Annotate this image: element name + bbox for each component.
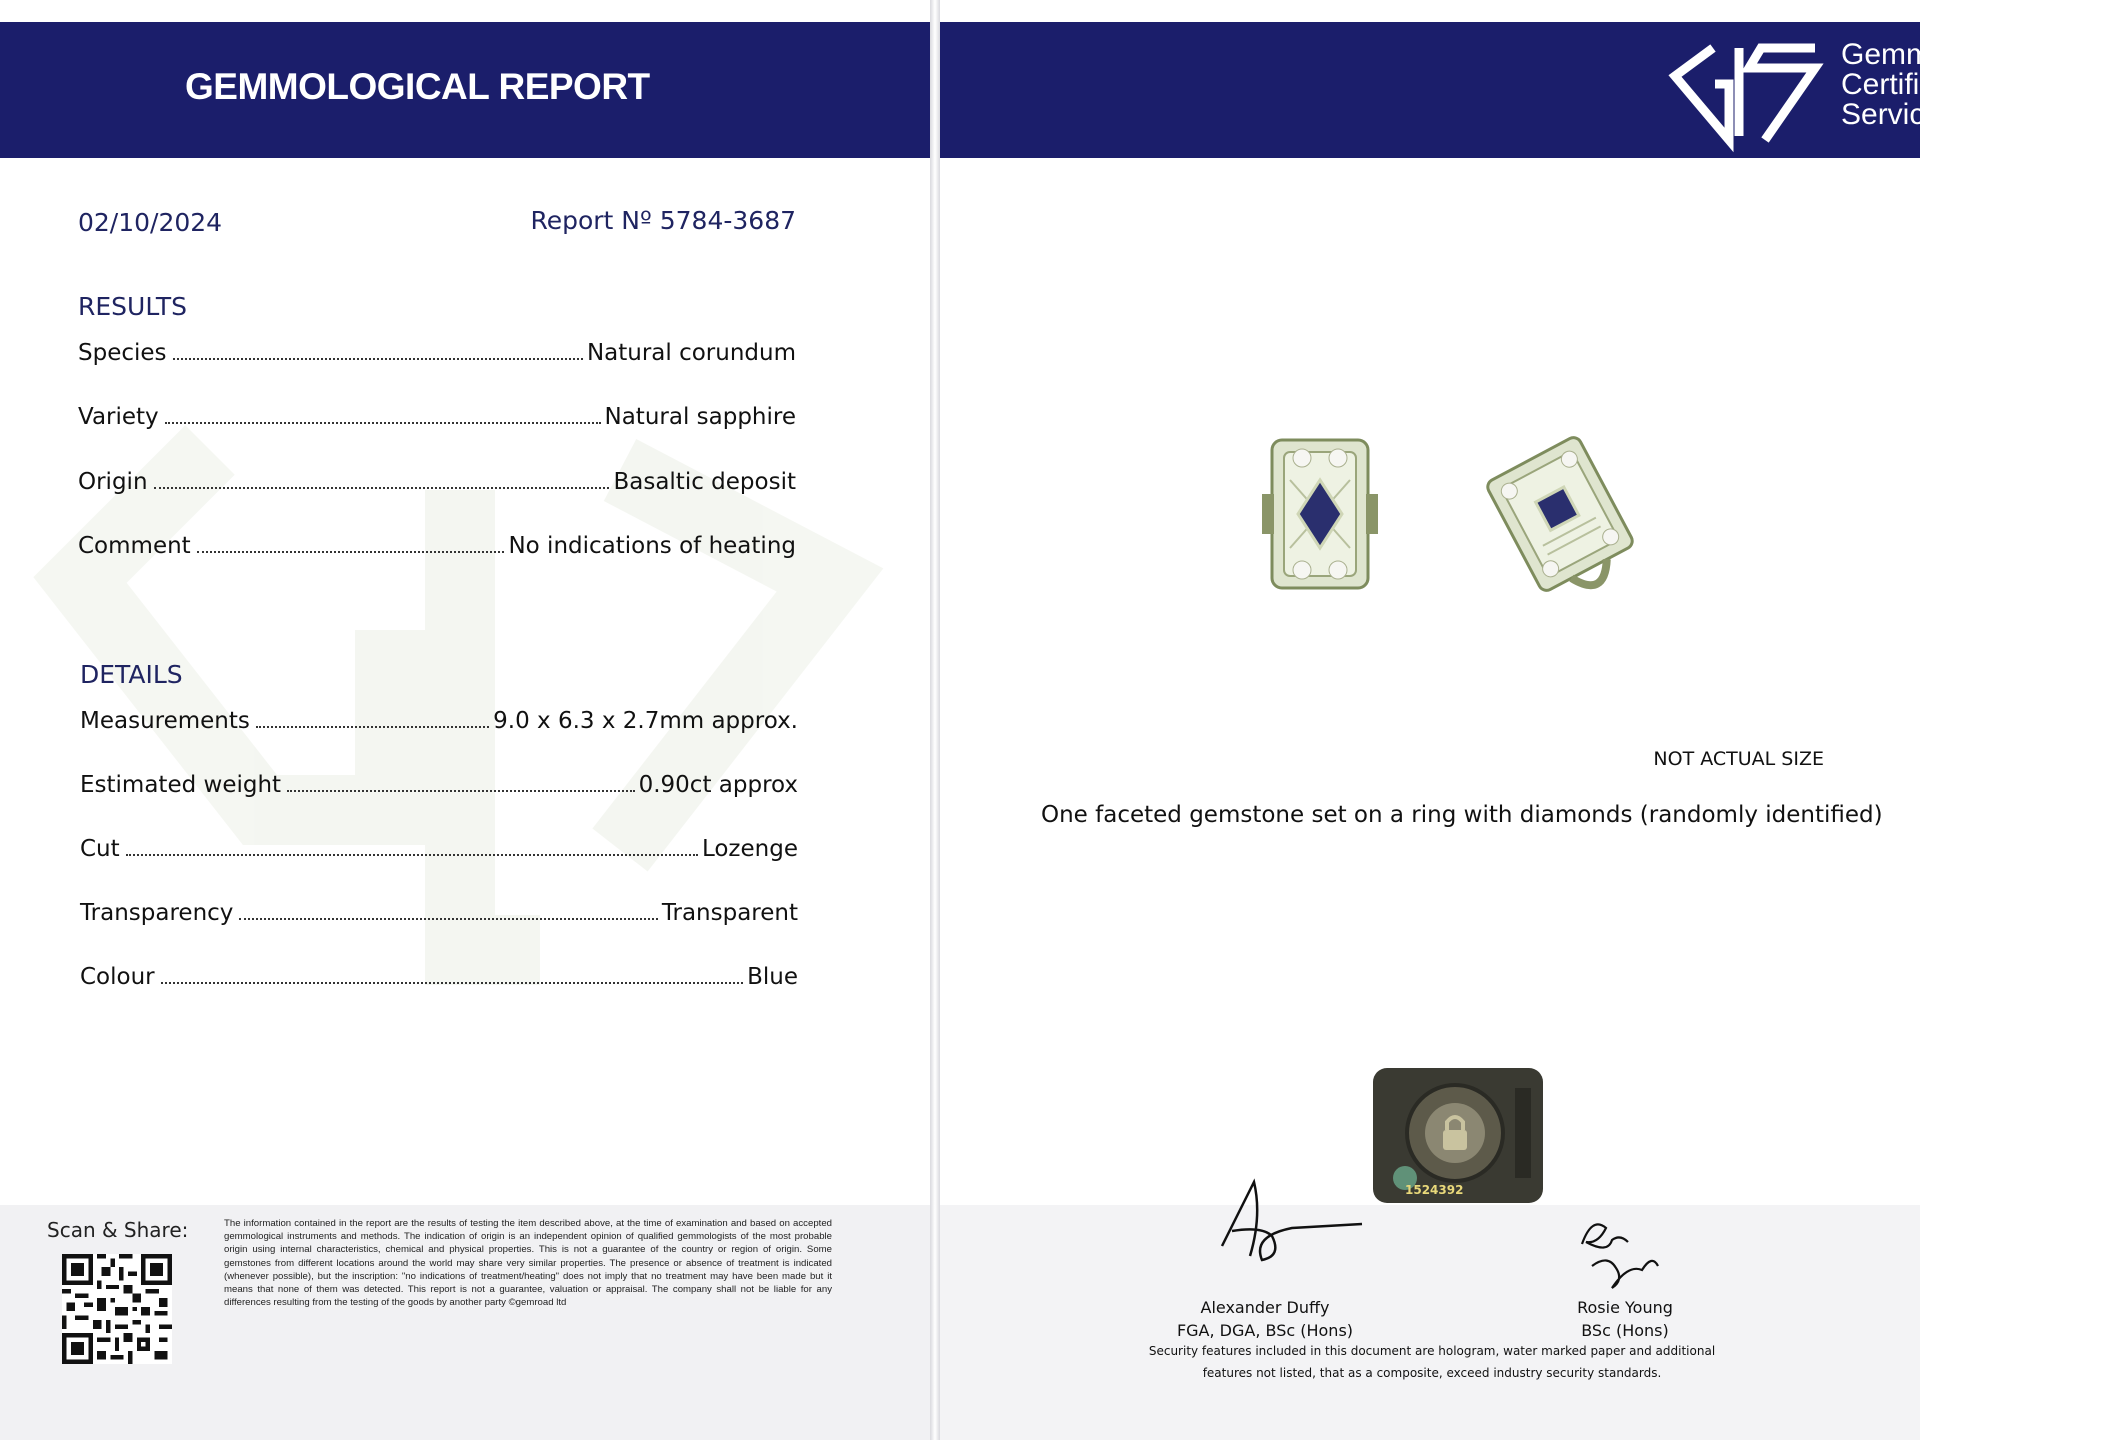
disclaimer-text: The information contained in the report are the results of testing the item described above, at the time of examination and based on accepted gemmological instruments and methods. The indication of origin is an independent opinion of qualified gemmologists of the most probable origin using internal characteristics, chemical and physical properties. This is not a guarantee of the country or region of origin. Some gemstones from different locations around the world may share very similar properties. The presence or absence of treatment is indicated (whenever possible), but the inscription: "no indications of treatment/heating" does not imply that no treatment may have been made but it means that none of them was detected. This report is not a guarantee, valuation or appraisal. The company shall not be liable for any differences resulting from the testing of the goods by another party ©gemroad ltd	[224, 1218, 832, 1309]
details-heading: DETAILS	[80, 660, 183, 689]
row-value: Blue	[747, 964, 798, 990]
detail-row-measurements	[80, 700, 798, 734]
dot-leader	[287, 790, 635, 792]
signer-credentials: FGA, DGA, BSc (Hons)	[1176, 1321, 1354, 1340]
page-gutter	[930, 0, 940, 1440]
brand-name-line: Certification	[1841, 68, 2000, 101]
result-row-species	[78, 332, 796, 366]
row-label: Measurements	[80, 708, 250, 734]
footer-band	[940, 1205, 1920, 1440]
signer-credentials: BSc (Hons)	[1581, 1321, 1669, 1340]
ring-front-image	[1262, 440, 1378, 588]
signer-name: Alexander Duffy	[1200, 1298, 1330, 1317]
row-label: Colour	[80, 964, 155, 990]
signature-rosie-young	[1572, 1214, 1672, 1294]
seal-serial-number: 1524392	[1405, 1183, 1464, 1197]
row-value: 9.0 x 6.3 x 2.7mm approx.	[493, 708, 798, 734]
dot-leader	[154, 487, 610, 489]
row-value: Transparent	[661, 900, 798, 926]
result-row-variety	[78, 396, 796, 430]
dot-leader	[239, 918, 657, 920]
brand-name-line: Gemmological	[1841, 38, 2033, 71]
security-line: features not listed, that as a composite, exceed industry security standards.	[1202, 1366, 1662, 1380]
security-features-note	[1132, 1340, 1732, 1384]
brand-name-line: Services	[1841, 98, 1957, 131]
row-value: No indications of heating	[508, 533, 796, 559]
detail-row-transparency	[80, 892, 798, 926]
qr-code[interactable]	[62, 1254, 172, 1364]
ring-side-image	[1485, 435, 1643, 608]
ring-photos	[1220, 430, 1680, 610]
report-left-page	[0, 0, 930, 1440]
row-label: Cut	[80, 836, 120, 862]
row-label: Comment	[78, 533, 191, 559]
row-value: Basaltic deposit	[613, 469, 796, 495]
row-value: 0.90ct approx	[638, 772, 798, 798]
result-row-comment	[78, 525, 796, 559]
signer-alexander-duffy	[1140, 1296, 1390, 1342]
dot-leader	[173, 358, 583, 360]
report-date: 02/10/2024	[78, 208, 223, 237]
detail-row-weight	[80, 764, 798, 798]
row-label: Estimated weight	[80, 772, 282, 798]
row-value: Natural sapphire	[604, 404, 796, 430]
row-value: Lozenge	[701, 836, 798, 862]
row-label: Transparency	[80, 900, 234, 926]
results-heading: RESULTS	[78, 292, 187, 321]
detail-row-colour	[80, 956, 798, 990]
detail-row-cut	[80, 828, 798, 862]
row-label: Variety	[78, 404, 159, 430]
dot-leader	[161, 982, 743, 984]
dot-leader	[165, 422, 601, 424]
dot-leader	[256, 726, 489, 728]
signer-rosie-young	[1500, 1296, 1750, 1342]
security-line: Security features included in this document are hologram, water marked paper and additional	[1148, 1344, 1716, 1358]
report-right-page	[940, 0, 2033, 1440]
scan-share-label: Scan & Share:	[47, 1218, 189, 1242]
row-value: Natural corundum	[586, 340, 796, 366]
report-number: Report Nº 5784-3687	[530, 206, 796, 235]
row-label: Origin	[78, 469, 148, 495]
signature-alexander-duffy	[1202, 1176, 1372, 1276]
dot-leader	[126, 854, 698, 856]
item-caption: One faceted gemstone set on a ring with diamonds (randomly identified)	[1041, 802, 1883, 828]
gcs-logo-icon	[1665, 40, 1825, 148]
row-label: Species	[78, 340, 167, 366]
signer-name: Rosie Young	[1577, 1298, 1673, 1317]
brand-name	[1841, 40, 2101, 130]
result-row-origin	[78, 461, 796, 495]
report-title: GEMMOLOGICAL REPORT	[185, 66, 650, 107]
not-actual-size-label: NOT ACTUAL SIZE	[1653, 748, 1824, 770]
dot-leader	[197, 551, 505, 553]
